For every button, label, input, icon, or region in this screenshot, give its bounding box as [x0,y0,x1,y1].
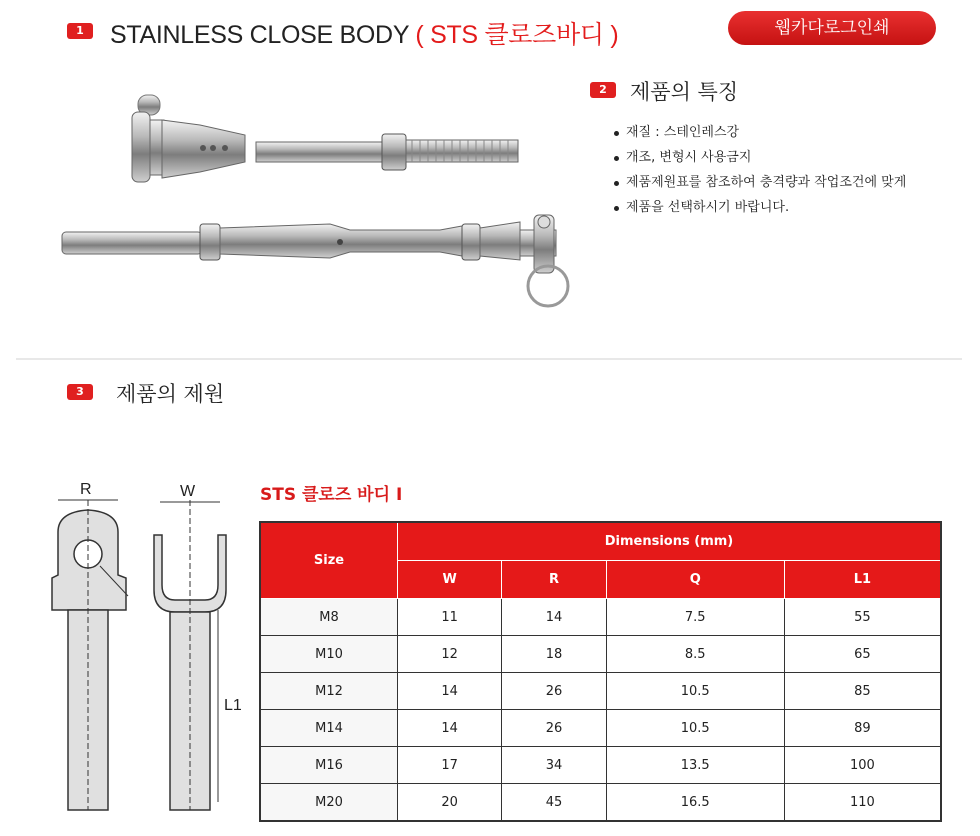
feature-item: 제품을 선택하시기 바랍니다. [612,195,906,220]
size-cell: M16 [260,747,398,784]
dimension-cell: 110 [784,784,941,822]
diagram-label-r: R [80,481,92,498]
section-divider [16,358,962,360]
page-title-korean: ( STS 클로즈바디 ) [415,21,619,49]
product-photo [50,90,590,320]
size-cell: M12 [260,673,398,710]
dimension-cell: 12 [398,636,502,673]
table-row [260,710,941,747]
dimension-cell: 10.5 [606,673,784,710]
dimension-cell: 17 [398,747,502,784]
dimension-cell: 45 [502,784,606,822]
table-row [260,747,941,784]
table-row [260,784,941,822]
table-title: STS 클로즈 바디 I [260,485,403,505]
size-cell: M8 [260,599,398,636]
page-title [110,15,618,51]
feature-item: 재질 : 스테인레스강 [612,120,906,145]
feature-item: 제품제원표를 참조하여 충격량과 작업조건에 맞게 [612,170,906,195]
dimension-cell: 100 [784,747,941,784]
dimension-cell: 18 [502,636,606,673]
table-row [260,599,941,636]
header-size: Size [260,522,398,599]
header-l1: L1 [784,561,941,599]
size-cell: M20 [260,784,398,822]
dimension-cell: 11 [398,599,502,636]
dimension-cell: 14 [398,710,502,747]
header-q: Q [606,561,784,599]
section-3-badge: 3 [67,384,93,400]
dimension-cell: 14 [502,599,606,636]
table-row [260,636,941,673]
table-row [260,673,941,710]
dimension-cell: 26 [502,710,606,747]
header-w: W [398,561,502,599]
dimension-cell: 13.5 [606,747,784,784]
diagram-label-l1: L1 [224,697,242,714]
feature-item: 개조, 변형시 사용금지 [612,145,906,170]
spec-table [259,521,942,822]
header-dimensions: Dimensions (mm) [398,522,942,561]
dimension-cell: 89 [784,710,941,747]
features-list [612,120,906,220]
size-cell: M10 [260,636,398,673]
dimension-cell: 55 [784,599,941,636]
dimension-cell: 8.5 [606,636,784,673]
features-title: 제품의 특징 [630,80,739,104]
header-r: R [502,561,606,599]
size-cell: M14 [260,710,398,747]
dimension-cell: 34 [502,747,606,784]
specs-title: 제품의 제원 [116,382,225,406]
dimension-cell: 85 [784,673,941,710]
dimension-cell: 16.5 [606,784,784,822]
section-2-badge: 2 [590,82,616,98]
dimension-cell: 10.5 [606,710,784,747]
diagram-label-w: W [180,483,196,500]
dimension-cell: 7.5 [606,599,784,636]
web-catalog-print-button[interactable]: 웹카다로그인쇄 [728,11,936,45]
dimension-diagram [40,470,260,820]
dimension-cell: 14 [398,673,502,710]
section-1-badge: 1 [67,23,93,39]
dimension-cell: 65 [784,636,941,673]
dimension-cell: 26 [502,673,606,710]
dimension-cell: 20 [398,784,502,822]
page-title-text: STAINLESS CLOSE BODY [110,21,409,49]
